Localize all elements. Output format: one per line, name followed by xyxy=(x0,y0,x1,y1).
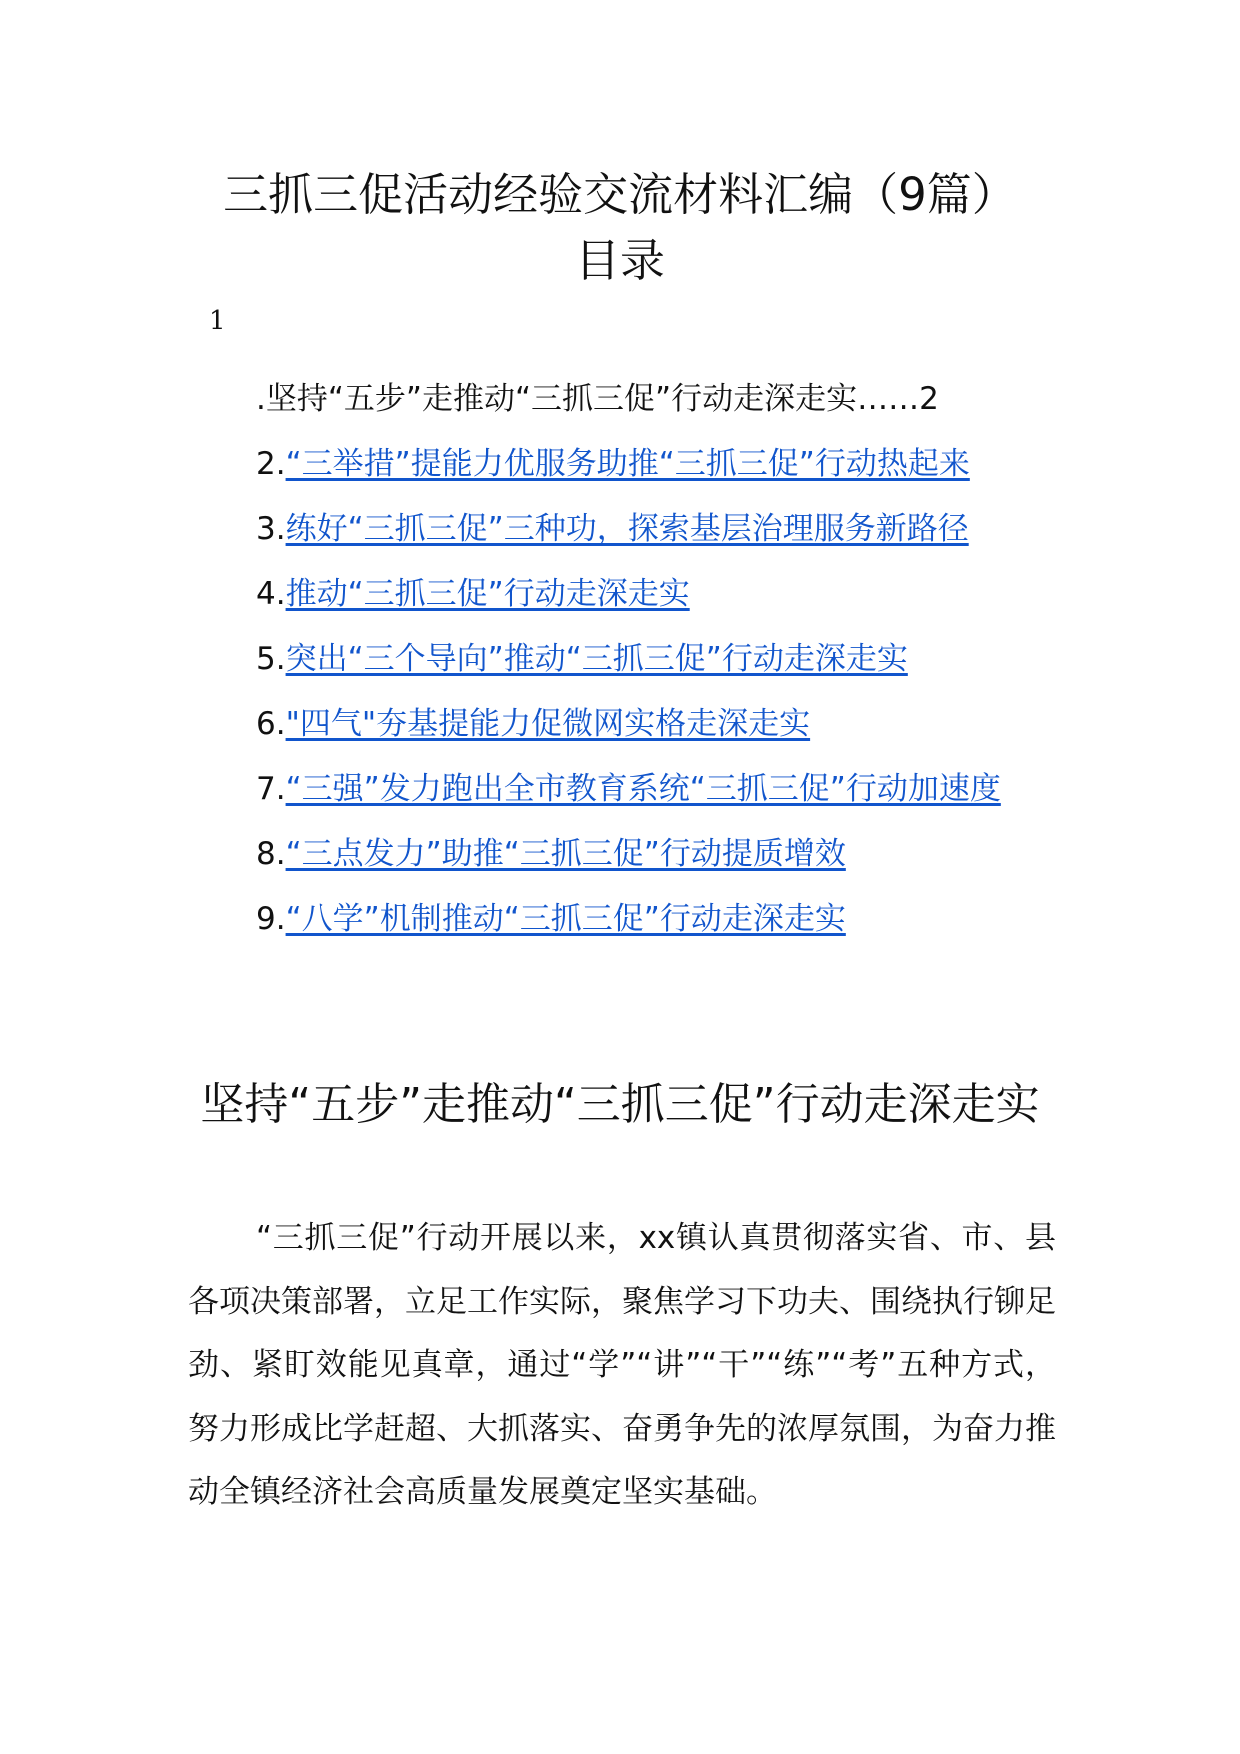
toc-entry-9-link[interactable]: “八学”机制推动“三抓三促”行动走深走实 xyxy=(285,901,846,937)
toc-entry-4-number: 4. xyxy=(256,576,286,612)
toc-heading: 目录 xyxy=(574,234,665,287)
toc-entry-6-link[interactable]: "四气"夯基提能力促微网实格走深走实 xyxy=(285,706,811,742)
toc-entry-9-number: 9. xyxy=(256,901,286,937)
toc-entry-6-number: 6. xyxy=(256,706,286,742)
toc-entry-6[interactable] xyxy=(188,692,1056,757)
table-of-contents xyxy=(188,367,1056,952)
toc-entry-2-number: 2. xyxy=(256,446,286,482)
toc-entry-1 xyxy=(188,367,1056,432)
toc-entry-1-text: .坚持“五步”走推动“三抓三促”行动走深走实……2 xyxy=(256,381,939,417)
toc-entry-3-number: 3. xyxy=(256,511,286,547)
article-title: 坚持“五步”走推动“三抓三促”行动走深走实 xyxy=(200,1079,1040,1130)
toc-entry-8-link[interactable]: “三点发力”助推“三抓三促”行动提质增效 xyxy=(285,836,846,872)
toc-entry-5[interactable] xyxy=(188,627,1056,692)
toc-entry-8[interactable] xyxy=(188,822,1056,887)
toc-entry-9[interactable] xyxy=(188,887,1056,952)
toc-entry-4-link[interactable]: 推动“三抓三促”行动走深走实 xyxy=(285,576,690,612)
toc-entry-5-number: 5. xyxy=(256,641,286,677)
toc-entry-7[interactable] xyxy=(188,757,1056,822)
toc-entry-8-number: 8. xyxy=(256,836,286,872)
toc-entry-7-link[interactable]: “三强”发力跑出全市教育系统“三抓三促”行动加速度 xyxy=(285,771,1001,807)
document-title: 三抓三促活动经验交流材料汇编（9篇） xyxy=(223,168,1017,221)
toc-entry-4[interactable] xyxy=(188,562,1056,627)
toc-marker: 1 xyxy=(209,306,226,336)
toc-entry-3[interactable] xyxy=(188,497,1056,562)
toc-entry-2[interactable] xyxy=(188,432,1056,497)
toc-entry-2-link[interactable]: “三举措”提能力优服务助推“三抓三促”行动热起来 xyxy=(285,446,970,482)
toc-entry-7-number: 7. xyxy=(256,771,286,807)
toc-entry-3-link[interactable]: 练好“三抓三促”三种功，探索基层治理服务新路径 xyxy=(285,511,969,547)
article-paragraph: “三抓三促”行动开展以来，xx镇认真贯彻落实省、市、县各项决策部署，立足工作实际，聚焦学习下功夫、围绕执行铆足劲、紧盯效能见真章，通过“学”“讲”“干”“练”“考”五种方式，努力形成比学赶超、大抓落实、奋勇争先的浓厚氛围，为奋力推动全镇经济社会高质量发展奠定坚实基础。 xyxy=(188,1220,1056,1510)
toc-entry-5-link[interactable]: 突出“三个导向”推动“三抓三促”行动走深走实 xyxy=(285,641,908,677)
